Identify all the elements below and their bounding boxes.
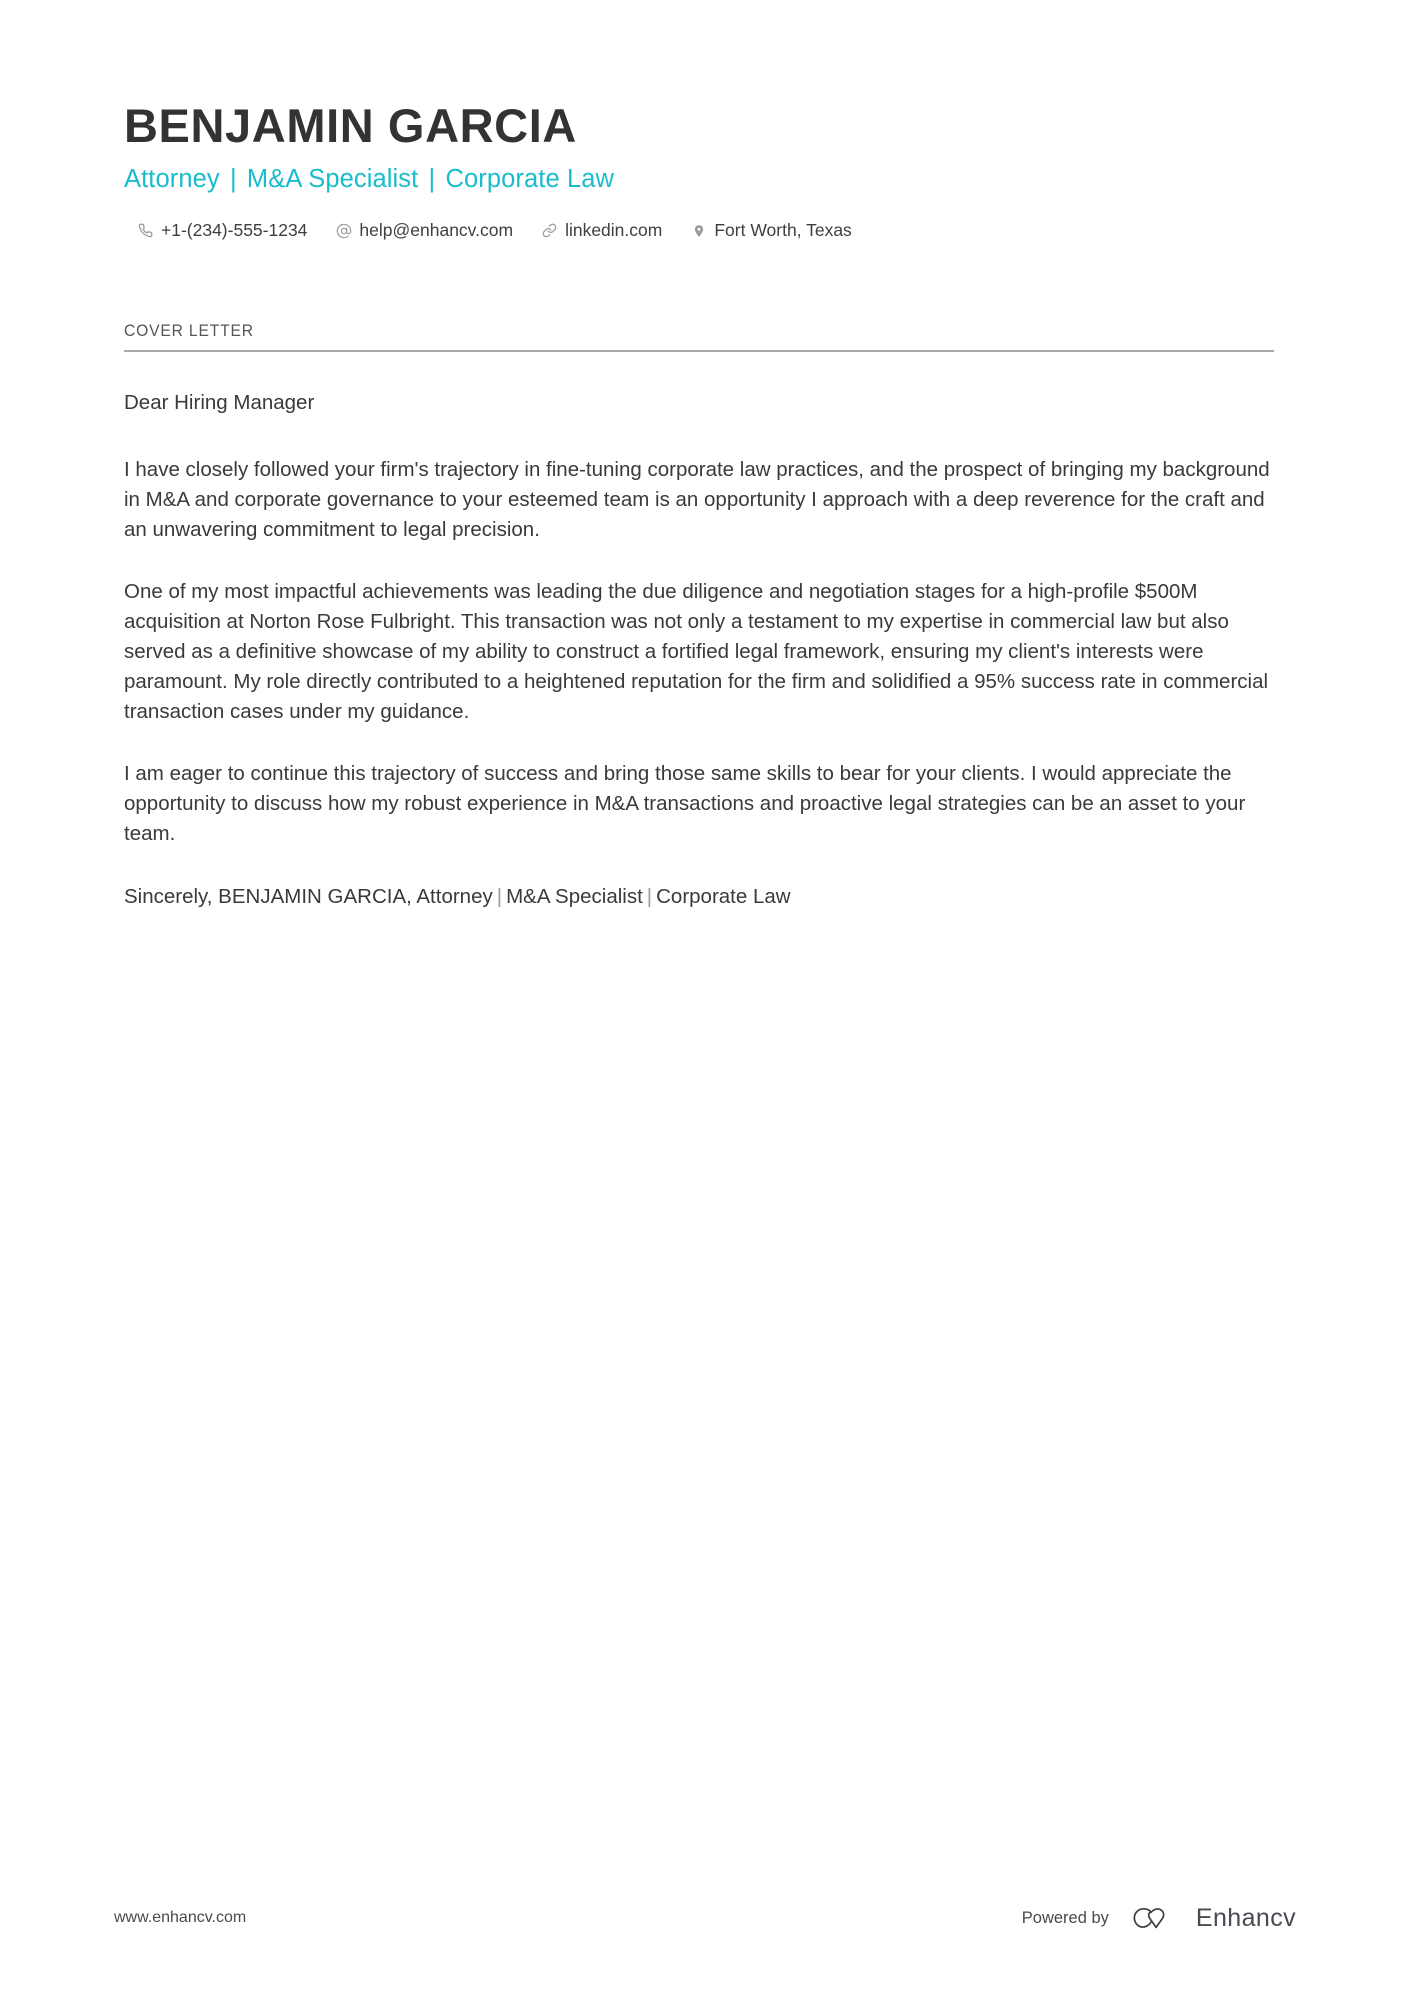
contact-location <box>690 220 851 241</box>
letter-paragraph: I am eager to continue this trajectory of success and bring those same skills to bear for your clients. I would appreciate the opportunity to discuss how my robust experience in M&A transactions and proactive legal strategies can be an asset to your team. <box>124 762 1246 846</box>
link-icon <box>541 222 558 239</box>
signoff-part-2: Corporate Law <box>656 884 791 908</box>
letter-signoff <box>124 882 1274 912</box>
section-divider <box>124 350 1274 352</box>
contact-location-text: Fort Worth, Texas <box>714 220 852 241</box>
letter-salutation: Dear Hiring Manager <box>124 391 315 415</box>
letter-paragraph: I have closely followed your firm's trajectory in fine-tuning corporate law practices, and the prospect of bringing my background in M&A and corporate governance to your esteemed team is an opportunity I approach with a deep reverence for the craft and an unwavering commitment to legal precision. <box>124 457 1270 541</box>
enhancv-wordmark: Enhancv <box>1195 1903 1296 1932</box>
letter-header <box>124 100 1274 241</box>
document-content <box>124 100 1274 912</box>
title-part-3: Corporate Law <box>445 164 615 193</box>
signoff-separator: | <box>496 884 503 908</box>
section-heading: COVER LETTER <box>124 321 254 341</box>
title-separator: | <box>428 164 436 193</box>
signoff-separator: | <box>646 884 653 908</box>
phone-icon <box>137 222 154 239</box>
contact-linkedin-text: linkedin.com <box>565 220 663 241</box>
letter-paragraph: One of my most impactful achievements was leading the due diligence and negotiation stages for a high-profile $500M acquisition at Norton Rose Fulbright. This transaction was not only a testament to my expertise in commercial law but also served as a definitive showcase of my ability to construct a fortified legal framework, ensuring my client's interests were paramount. My role directly contributed to a heightened reputation for the firm and solidified a 95% success rate in commercial transaction cases under my guidance. <box>124 580 1269 723</box>
title-part-2: M&A Specialist <box>246 164 419 193</box>
contact-email-text: help@enhancv.com <box>359 220 514 241</box>
page-title: BENJAMIN GARCIA <box>124 99 577 152</box>
contact-phone <box>137 220 307 241</box>
contact-linkedin <box>541 220 662 241</box>
contact-row <box>137 220 1274 241</box>
page-footer <box>114 1901 1296 1935</box>
professional-title <box>124 164 1274 195</box>
title-part-1: Attorney <box>124 164 220 193</box>
signoff-prefix: Sincerely, BENJAMIN GARCIA, Attorney <box>124 884 493 908</box>
footer-website-link[interactable]: www.enhancv.com <box>114 1909 247 1926</box>
footer-branding <box>1022 1903 1296 1933</box>
contact-email <box>335 220 513 241</box>
enhancv-logo-icon <box>1131 1903 1183 1933</box>
powered-by-label: Powered by <box>1021 1908 1109 1927</box>
title-separator: | <box>229 164 237 193</box>
map-pin-icon <box>690 222 707 239</box>
at-sign-icon <box>335 222 352 239</box>
cover-letter-section <box>124 321 1274 911</box>
contact-phone-text: +1-(234)-555-1234 <box>161 220 308 241</box>
signoff-part-1: M&A Specialist <box>506 884 643 908</box>
